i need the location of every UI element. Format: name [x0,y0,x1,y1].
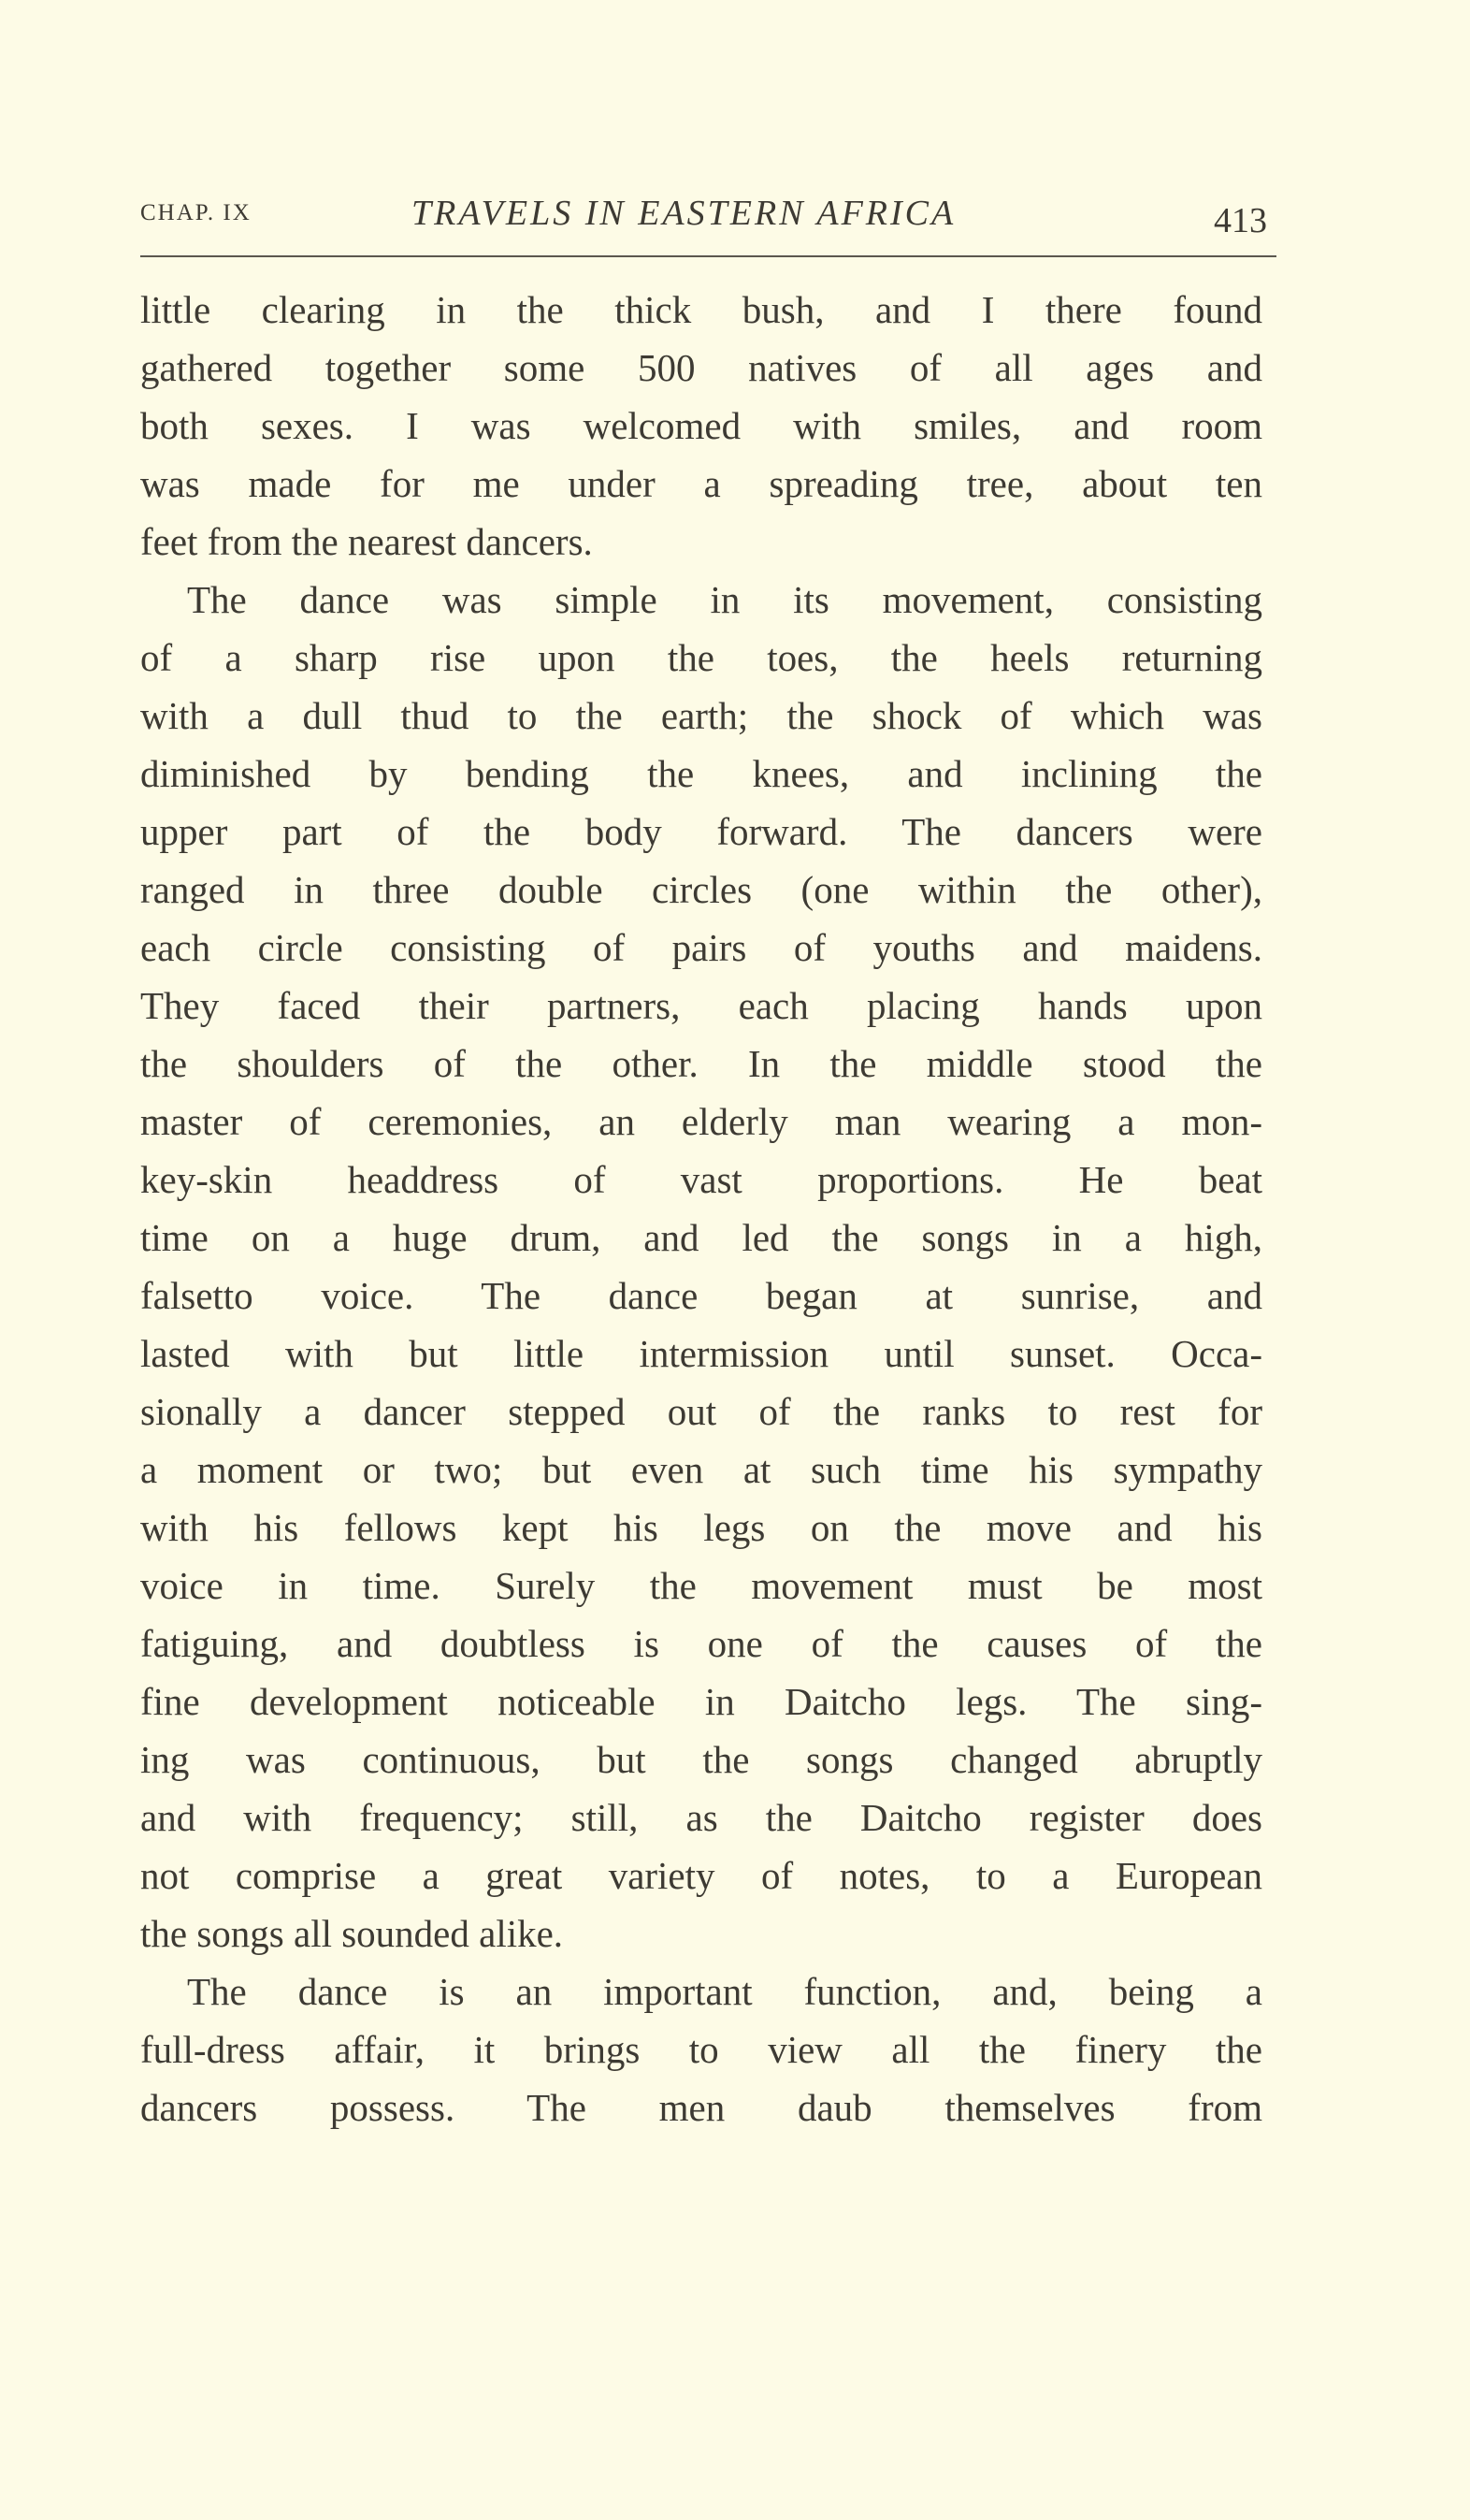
text-line: falsetto voice. The dance began at sunrise, and [140,1274,1262,1317]
text-line: dancers possess. The men daub themselves from [140,2086,1262,2129]
text-line: was made for me under a spreading tree, about ten [140,462,1262,505]
text-line: the songs all sounded alike. [140,1912,564,1955]
text-line: the shoulders of the other. In the middle stood the [140,1042,1262,1085]
text-line: little clearing in the thick bush, and I there found [140,288,1262,331]
text-line: both sexes. I was welcomed with smiles, and room [140,404,1262,447]
text-line: each circle consisting of pairs of youths and maidens. [140,926,1262,969]
text-line: master of ceremonies, an elderly man wearing a mon- [140,1100,1262,1143]
text-line: full-dress affair, it brings to view all the finery the [140,2028,1262,2071]
text-line: with a dull thud to the earth; the shock of which was [140,694,1262,737]
body-text [140,281,1262,2136]
running-head [140,187,1276,243]
text-line: not comprise a great variety of notes, to a European [140,1854,1262,1897]
text-line: fine development noticeable in Daitcho legs. The sing- [140,1680,1262,1723]
text-line: voice in time. Surely the movement must be most [140,1564,1262,1607]
text-line: fatiguing, and doubtless is one of the causes of the [140,1622,1262,1665]
text-line: key-skin headdress of vast proportions. He beat [140,1158,1262,1201]
text-line: ing was continuous, but the songs changed abruptly [140,1738,1262,1781]
text-line: The dance is an important function, and, being a [187,1970,1262,2013]
text-line: of a sharp rise upon the toes, the heels returning [140,636,1262,679]
text-line: upper part of the body forward. The dancers were [140,810,1262,853]
text-line: feet from the nearest dancers. [140,520,593,563]
text-line: and with frequency; still, as the Daitcho register does [140,1796,1262,1839]
text-line: They faced their partners, each placing hands upon [140,984,1262,1027]
running-title: TRAVELS IN EASTERN AFRICA [411,194,957,233]
text-line: sionally a dancer stepped out of the ranks to rest for [140,1390,1262,1433]
page-number: 413 [1214,201,1267,240]
text-line: lasted with but little intermission until sunset. Occa- [140,1332,1262,1375]
text-line: The dance was simple in its movement, consisting [187,578,1262,621]
text-line: with his fellows kept his legs on the move and his [140,1506,1262,1549]
text-line: gathered together some 500 natives of all ages and [140,346,1262,389]
text-line: time on a huge drum, and led the songs in a high, [140,1216,1262,1259]
text-line: ranged in three double circles (one within the other), [140,868,1262,911]
header-rule [140,255,1276,257]
text-line: a moment or two; but even at such time his sympathy [140,1448,1262,1491]
chapter-label: CHAP. IX [140,200,252,225]
text-line: diminished by bending the knees, and inclining the [140,752,1262,795]
